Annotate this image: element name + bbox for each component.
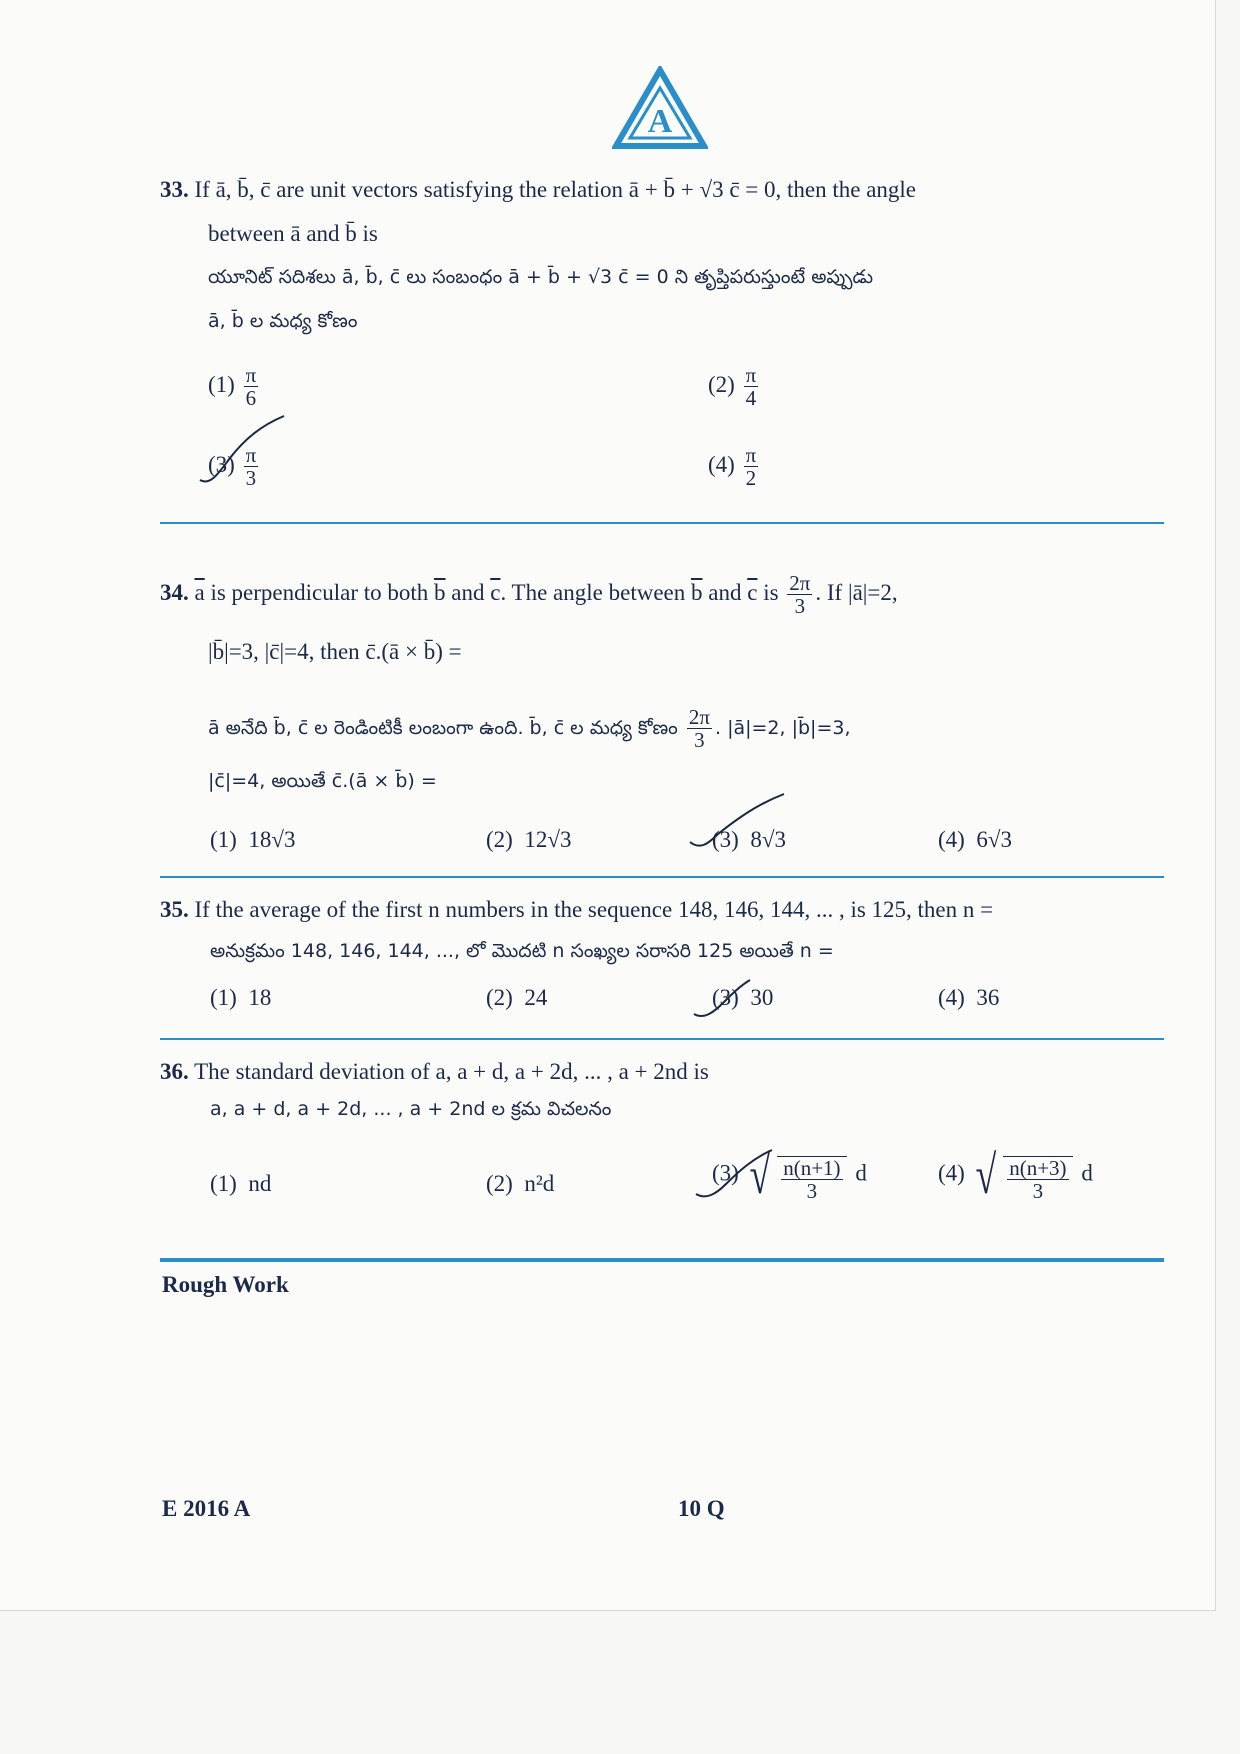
question-number: 35. — [160, 897, 189, 922]
option-num: π — [245, 363, 257, 387]
option-num: π — [745, 443, 757, 467]
q33-option-2[interactable] — [708, 364, 761, 409]
option-value: 8√3 — [750, 827, 786, 852]
option-label: (4) — [708, 451, 735, 477]
angle-den: 3 — [794, 594, 806, 619]
q34-option-3[interactable]: (3) 8√3 — [712, 827, 786, 852]
rough-work-heading: Rough Work — [162, 1272, 289, 1297]
page-number: 10 Q — [678, 1496, 725, 1521]
q35-option-2[interactable]: (2) 24 — [486, 985, 548, 1010]
divider — [160, 876, 1164, 878]
exam-code: E 2016 A — [162, 1496, 251, 1521]
option-value: 24 — [524, 985, 548, 1010]
option-num: π — [745, 363, 757, 387]
q33-option-1[interactable] — [208, 364, 261, 409]
q36-option-3[interactable]: (3) √ $\frac{n(n+1)}{3}$ d — [712, 1145, 867, 1205]
option-value: n²d — [524, 1171, 555, 1196]
q35-text — [160, 898, 993, 921]
q36-option-2[interactable]: (2) n²d — [486, 1171, 555, 1196]
option-value: 12√3 — [524, 827, 572, 852]
divider — [160, 522, 1164, 524]
option-den: 6 — [245, 386, 257, 411]
q36-option-1[interactable]: (1) nd — [210, 1171, 272, 1196]
q35-option-1[interactable]: (1) 18 — [210, 985, 272, 1010]
option-label: (1) — [208, 371, 235, 397]
q36-option-4[interactable]: (4) √ $\frac{n(n+3)}{3}$ d — [938, 1145, 1093, 1205]
q35-option-3[interactable]: (3) 30 — [712, 985, 774, 1010]
divider — [160, 1258, 1164, 1262]
option-value: 18√3 — [248, 827, 296, 852]
option-value: nd — [248, 1171, 272, 1196]
mag-a: |ā|=2, — [847, 579, 898, 605]
option-value: 30 — [750, 985, 774, 1010]
option-value: 18 — [248, 985, 272, 1010]
q34-telugu-line2: |c̄|=4, అయితే c̄.(ā × b̄) = — [208, 770, 437, 792]
option-den: 3 — [245, 466, 257, 491]
q35-option-4[interactable]: (4) 36 — [938, 985, 1000, 1010]
answer-tick-mark — [694, 1148, 774, 1204]
answer-tick-mark — [688, 792, 788, 858]
option-den: 2 — [745, 466, 757, 491]
option-num: π — [245, 443, 257, 467]
q33-telugu: యూనిట్ సదిశలు ā, b̄, c̄ లు సంబంధం ā + b̄ + √3 c̄ = 0 ని తృప్తిపరుస్తుంటే అప్పుడు — [208, 266, 874, 288]
q34-line2: |b̄|=3, |c̄|=4, then c̄.(ā × b̄) = — [208, 639, 462, 664]
option-label: (3) — [208, 451, 235, 477]
option-label: (2) — [708, 371, 735, 397]
q36-telugu: a, a + d, a + 2d, ... , a + 2nd ల క్రమ విచలనం — [210, 1098, 612, 1120]
q33-option-4[interactable] — [708, 444, 761, 489]
q33-english: If ā, b̄, c̄ are unit vectors satisfying the relation ā + b̄ + √3 c̄ = 0, then the angle — [194, 177, 917, 202]
q34-text: 34. $\overline{a}$ is perpendicular to both $\overline{b}$ and $\overline{c}$. The angle between $\overline{b}$ and $\overline{c}$ is $\frac{2\pi}{3}$ . If |ā|=2, — [160, 571, 898, 619]
q34-telugu: ā అనేది b̄, c̄ ల రెండింటికీ లంబంగా ఉంది. b̄, c̄ ల మధ్య కోణం $\frac{2\pi}{3}$ . |ā|=2, |b̄|=3, — [208, 705, 851, 753]
q34-option-4[interactable]: (4) 6√3 — [938, 827, 1012, 852]
q36-english: The standard deviation of a, a + d, a + 2d, ... , a + 2nd is — [194, 1059, 709, 1084]
q36-text — [160, 1060, 709, 1083]
section-a-logo — [612, 66, 708, 150]
question-number: 33. — [160, 177, 189, 202]
q34-option-2[interactable]: (2) 12√3 — [486, 827, 572, 852]
q35-telugu: అనుక్రమం 148, 146, 144, ..., లో మొదటి n సంఖ్యల సరాసరి 125 అయితే n = — [210, 940, 834, 962]
option-value: 6√3 — [976, 827, 1012, 852]
answer-tick-mark — [692, 978, 752, 1024]
q33-telugu-line2: ā, b̄ ల మధ్య కోణం — [208, 310, 358, 332]
q35-english: If the average of the first n numbers in the sequence 148, 146, 144, ... , is 125, then n = — [194, 897, 994, 922]
q34-option-1[interactable]: (1) 18√3 — [210, 827, 296, 852]
question-number: 34. — [160, 579, 189, 605]
question-number: 36. — [160, 1059, 189, 1084]
logo-letter: A — [647, 103, 673, 140]
q33-text — [160, 178, 916, 201]
q33-english-line2: between ā and b̄ is — [208, 221, 378, 246]
option-value: 36 — [976, 985, 1000, 1010]
option-den: 4 — [745, 386, 757, 411]
divider — [160, 1038, 1164, 1040]
angle-num: 2π — [789, 571, 811, 595]
answer-tick-mark — [196, 414, 290, 490]
